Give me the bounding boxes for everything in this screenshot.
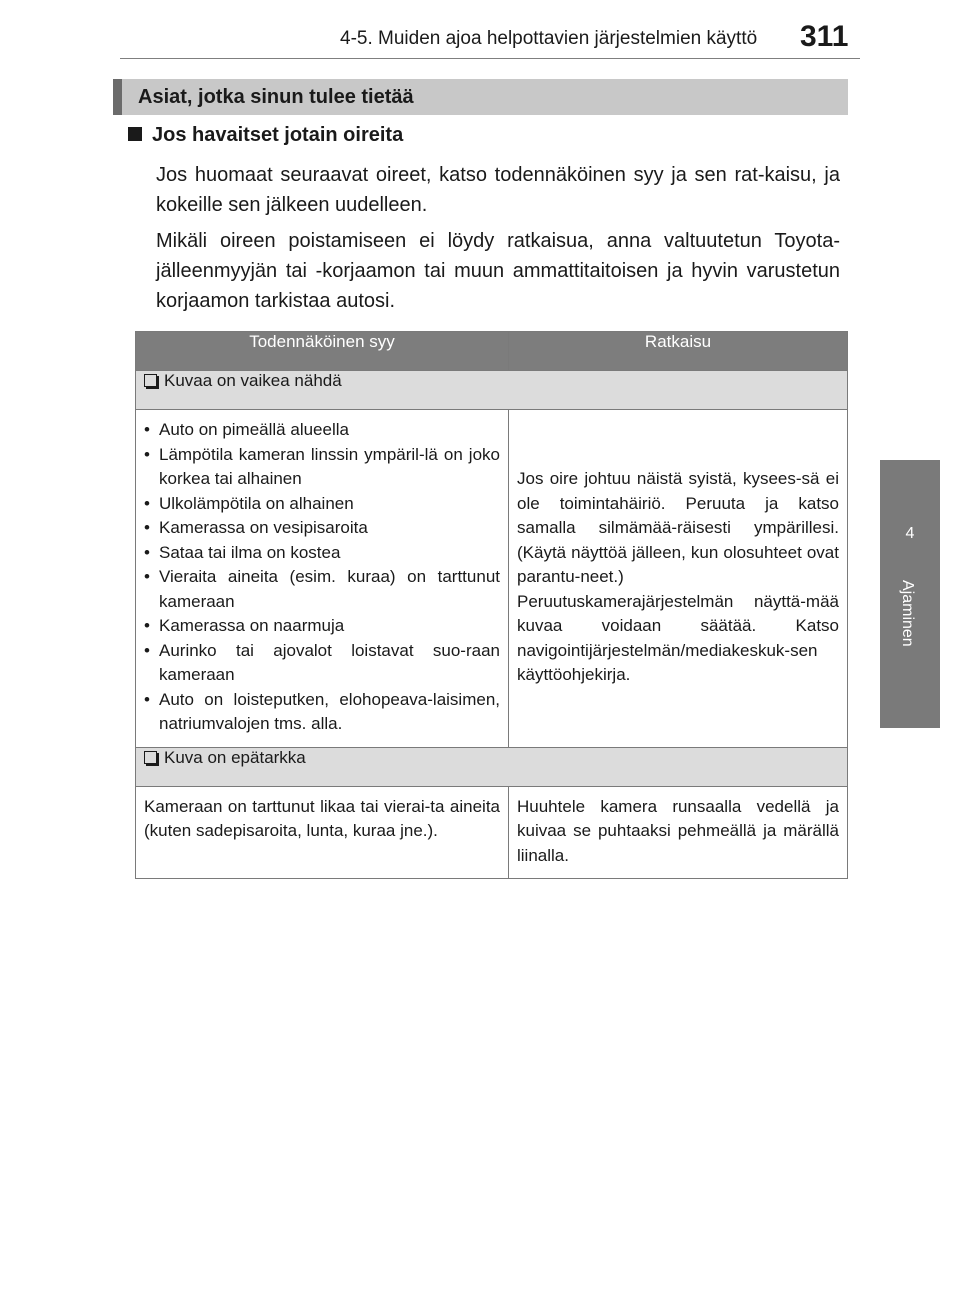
- remedy-cell: Jos oire johtuu näistä syistä, kysees-sä ei ole toimintahäiriö. Peruuta ja katso samalla silmämää-räisesti ympärillesi. (Käytä näyttöä jälleen, kun olosuhteet ovat parantu-neet.) Peruutuskamerajärjestelmän näyttä-mää kuvaa voidaan säätää. Katso navigointijärjestelmän/mediakeskuk-sen käyttöohjekirja.: [509, 410, 848, 748]
- list-item: • Lämpötila kameran linssin ympäril-lä on joko korkea tai alhainen: [144, 443, 500, 492]
- header-rule: [120, 58, 860, 59]
- list-item: • Sataa tai ilma on kostea: [144, 541, 500, 566]
- list-item: • Vieraita aineita (esim. kuraa) on tarttunut kameraan: [144, 565, 500, 614]
- running-header: 4-5. Muiden ajoa helpottavien järjestelmien käyttö: [340, 28, 758, 49]
- chapter-label: Ajaminen: [899, 580, 916, 647]
- cause-cell: [136, 410, 509, 748]
- subheading: [128, 124, 403, 147]
- table-row: [136, 410, 848, 748]
- chapter-tab: [880, 460, 940, 728]
- category-cell: [136, 371, 848, 410]
- list-item: • Ulkolämpötila on alhainen: [144, 492, 500, 517]
- page-number: 311: [800, 20, 849, 53]
- cause-cell: Kameraan on tarttunut likaa tai vierai-ta aineita (kuten sadepisaroita, lunta, kuraa jne.).: [136, 786, 509, 879]
- paragraph: Jos huomaat seuraavat oireet, katso todennäköinen syy ja sen rat-kaisu, ja kokeille sen jälkeen uudelleen.: [156, 164, 840, 216]
- category-row: [136, 747, 848, 786]
- paragraph: Mikäli oireen poistamiseen ei löydy ratkaisua, anna valtuutetun Toyota-jälleenmyyjän tai -korjaamon tai muun ammattitaitoisen ja hyvin varustetun korjaamon tarkistaa autosi.: [156, 230, 840, 312]
- list-item: • Auto on pimeällä alueella: [144, 418, 500, 443]
- checkbox-icon: [144, 374, 157, 387]
- table-row: [136, 786, 848, 879]
- section-header: [113, 79, 848, 115]
- square-bullet-icon: [128, 127, 142, 141]
- remedy-cell: Huuhtele kamera runsaalla vedellä ja kuivaa se puhtaaksi pehmeällä ja märällä liinalla.: [509, 786, 848, 879]
- category-label: Kuva on epätarkka: [164, 747, 306, 767]
- subheading-text: Jos havaitset jotain oireita: [152, 124, 404, 146]
- troubleshooting-table: [135, 331, 848, 879]
- column-header-cause: Todennäköinen syy: [136, 332, 509, 371]
- category-label: Kuvaa on vaikea nähdä: [164, 371, 342, 390]
- chapter-number: 4: [905, 525, 915, 542]
- checkbox-icon: [144, 751, 157, 764]
- cause-list: [144, 418, 500, 737]
- table-header-row: [136, 332, 848, 371]
- section-title: Asiat, jotka sinun tulee tietää: [138, 86, 414, 108]
- category-row: [136, 371, 848, 410]
- list-item: • Kamerassa on vesipisaroita: [144, 516, 500, 541]
- category-cell: [136, 747, 848, 786]
- list-item: • Kamerassa on naarmuja: [144, 614, 500, 639]
- list-item: • Aurinko tai ajovalot loistavat suo-raan kameraan: [144, 639, 500, 688]
- column-header-remedy: Ratkaisu: [509, 332, 848, 371]
- list-item: • Auto on loisteputken, elohopeava-laisimen, natriumvalojen tms. alla.: [144, 688, 500, 737]
